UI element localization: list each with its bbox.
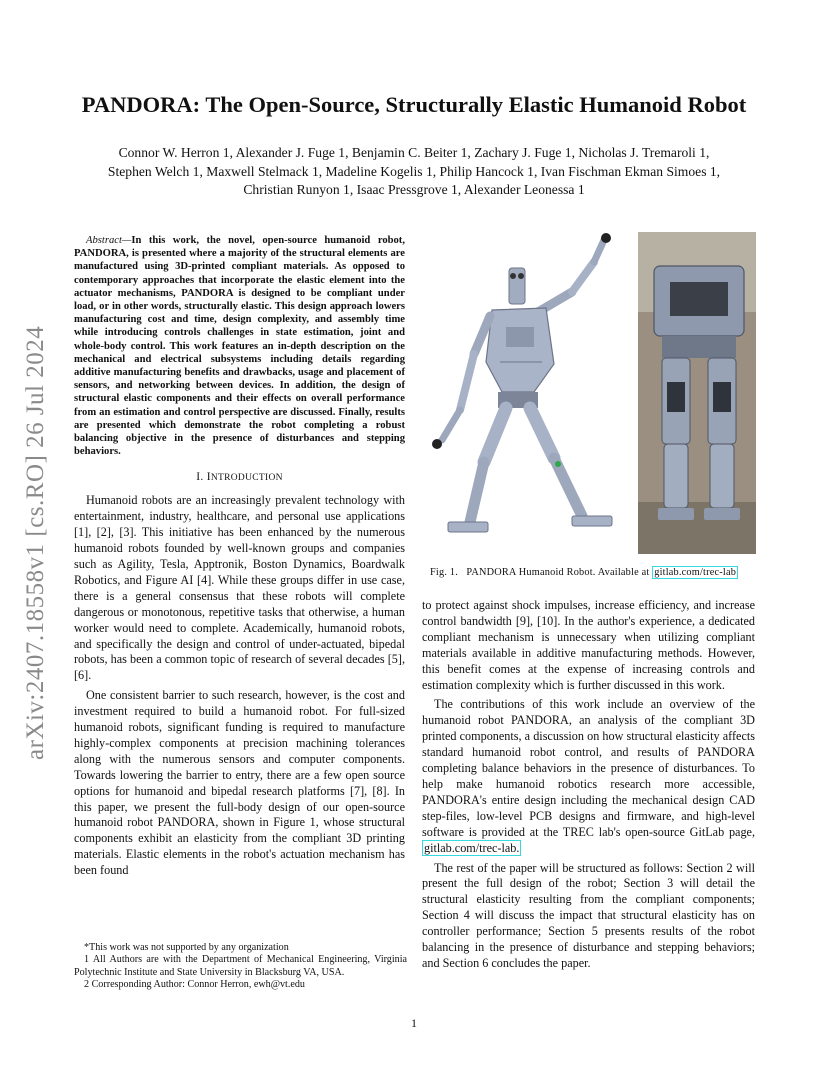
footnote: *This work was not supported by any organization [84,942,289,953]
author-line: Stephen Welch 1, Maxwell Stelmack 1, Madeline Kogelis 1, Philip Hancock 1, Ivan Fischman Ekman Simoes 1, [107,163,721,179]
intro-paragraph: Humanoid robots are an increasingly prevalent technology with entertainment, industry, healthcare, and personal use applications [1], [2], [3]. This initiative has been enhanced by the numerous humanoid robots founded by well-known groups and companies such as Agility, Tesla, Apptronik, Boston Dynamics, Boardwalk Robotics, and Figure AI [4]. While these groups differ in use case, there is a general consensus that these robots will complete dangerous or monotonous, repetitive tasks that otherwise, a human worker would need to complete. Academically, humanoid robots, and specifically the design and control of under-actuated, bipedal robots, has been a common topic of research of several decades [5], [6]. [74,493,405,683]
figure-caption [430,567,760,578]
author-line: Connor W. Herron 1, Alexander J. Fuge 1, Benjamin C. Beiter 1, Zachary J. Fuge 1, Nicholas J. Tremaroli 1, [118,145,710,160]
author-list [64,144,764,200]
author-line: Christian Runyon 1, Isaac Pressgrove 1, Alexander Leonessa 1 [243,182,585,197]
gitlab-link[interactable]: gitlab.com/trec-lab [654,567,737,578]
robot-photo-white-background [422,232,632,554]
footnote: 1 All Authors are with the Department of Mechanical Engineering, Virginia Polytechnic Institute and State University in Blacksburg VA, USA. [74,954,407,978]
body-paragraph: The rest of the paper will be structured as follows: Section 2 will present the full design of the robot; Section 3 will detail the structural elasticity resulting from the compliant components; Section 4 will discuss the impact that structural elasticity has on controller performance; Section 5 presents results of the robot balancing in the presence of disturbance and stepping behaviors; and Section 6 concludes the paper. [422,860,755,970]
section-heading-initial: I [206,471,211,484]
footnotes [74,942,407,992]
page-number: 1 [411,1016,417,1030]
robot-photo-lab [638,232,756,554]
intro-paragraph: One consistent barrier to such research, however, is the cost and investment required to build a humanoid robot. For full-sized humanoid robots, significant funding is required to manufacture highly-complex components at precision machining tolerances along with the numerous sensors and computer components. Towards lowering the barrier to entry, there are a few open source options for humanoid and bipedal research platforms [7], [8]. In this paper, we present the full-body design of our open-source humanoid robot PANDORA, shown in Figure 1, whose structural components exhibit an elasticity from the compliant 3D printing materials. Elastic elements in the robot's actuation mechanism has been found [74,688,405,878]
figure-caption-text: PANDORA Humanoid Robot. Available at [466,567,650,578]
right-column [422,598,755,976]
body-paragraph-text: The contributions of this work include an overview of the humanoid robot PANDORA, an analysis of the compliant 3D printed components, a discussion on how structural elasticity affects standard humanoid robot control, and results of PANDORA completing balance behaviors in the presence of disturbances. To help make humanoid robotics research more accessible, PANDORA's entire design including the mechanical design CAD step-files, low-level PCB designs and firmware, and high-level software is provided at the TREC lab's open-source GitLab page, [422,697,755,839]
body-paragraph [422,697,755,856]
left-column [74,234,405,883]
abstract [74,234,405,458]
footnote: 2 Corresponding Author: Connor Herron, ewh@vt.edu [84,979,305,991]
body-paragraph: to protect against shock impulses, increase efficiency, and increase control bandwidth [9], [10]. In the author's experience, a dedicated compliant mechanism is unnecessary when utilizing compliant materials available in additive manufacturing methods. However, this benefit comes at the expense of increasing controls and estimation complexity which is further discussed in this work. [422,598,755,692]
arxiv-identifier: arXiv:2407.18558v1 [cs.RO] 26 Jul 2024 [22,325,49,760]
figure-1 [422,232,756,554]
figure-label: Fig. 1. [430,567,459,578]
abstract-text: In this work, the novel, open-source humanoid robot, PANDORA, is presented where a majority of the structural elements are manufactured using 3D-printed compliant materials. As opposed to contemporary approaches that incorporate the elastic element into the actuator mechanisms, PANDORA is designed to be compliant under load, or in other words, structurally elastic. This design approach lowers manufacturing cost and time, design complexity, and assembly time while introducing controls challenges in state estimation, joint and whole-body control. This work features an in-depth description on the mechanical and electrical subsystems including details regarding additive manufacturing benefits and drawbacks, usage and placement of sensors, and networking between devices. In addition, the design of structural elastic components and their effects on overall performance from an estimation and control perspective are discussed. Finally, results are presented which demonstrate the robot completing a robust balancing objective in the presence of disturbances and stepping behaviors. [74,235,405,458]
section-heading-introduction [74,470,405,487]
section-heading-rest: NTRODUCTION [210,473,283,484]
section-numeral: I. [196,471,207,484]
robot-photos [422,232,756,554]
paper-title: PANDORA: The Open-Source, Structurally Elastic Humanoid Robot [81,92,747,117]
abstract-lead: Abstract— [86,235,132,246]
gitlab-link[interactable]: gitlab.com/trec-lab. [424,840,520,855]
